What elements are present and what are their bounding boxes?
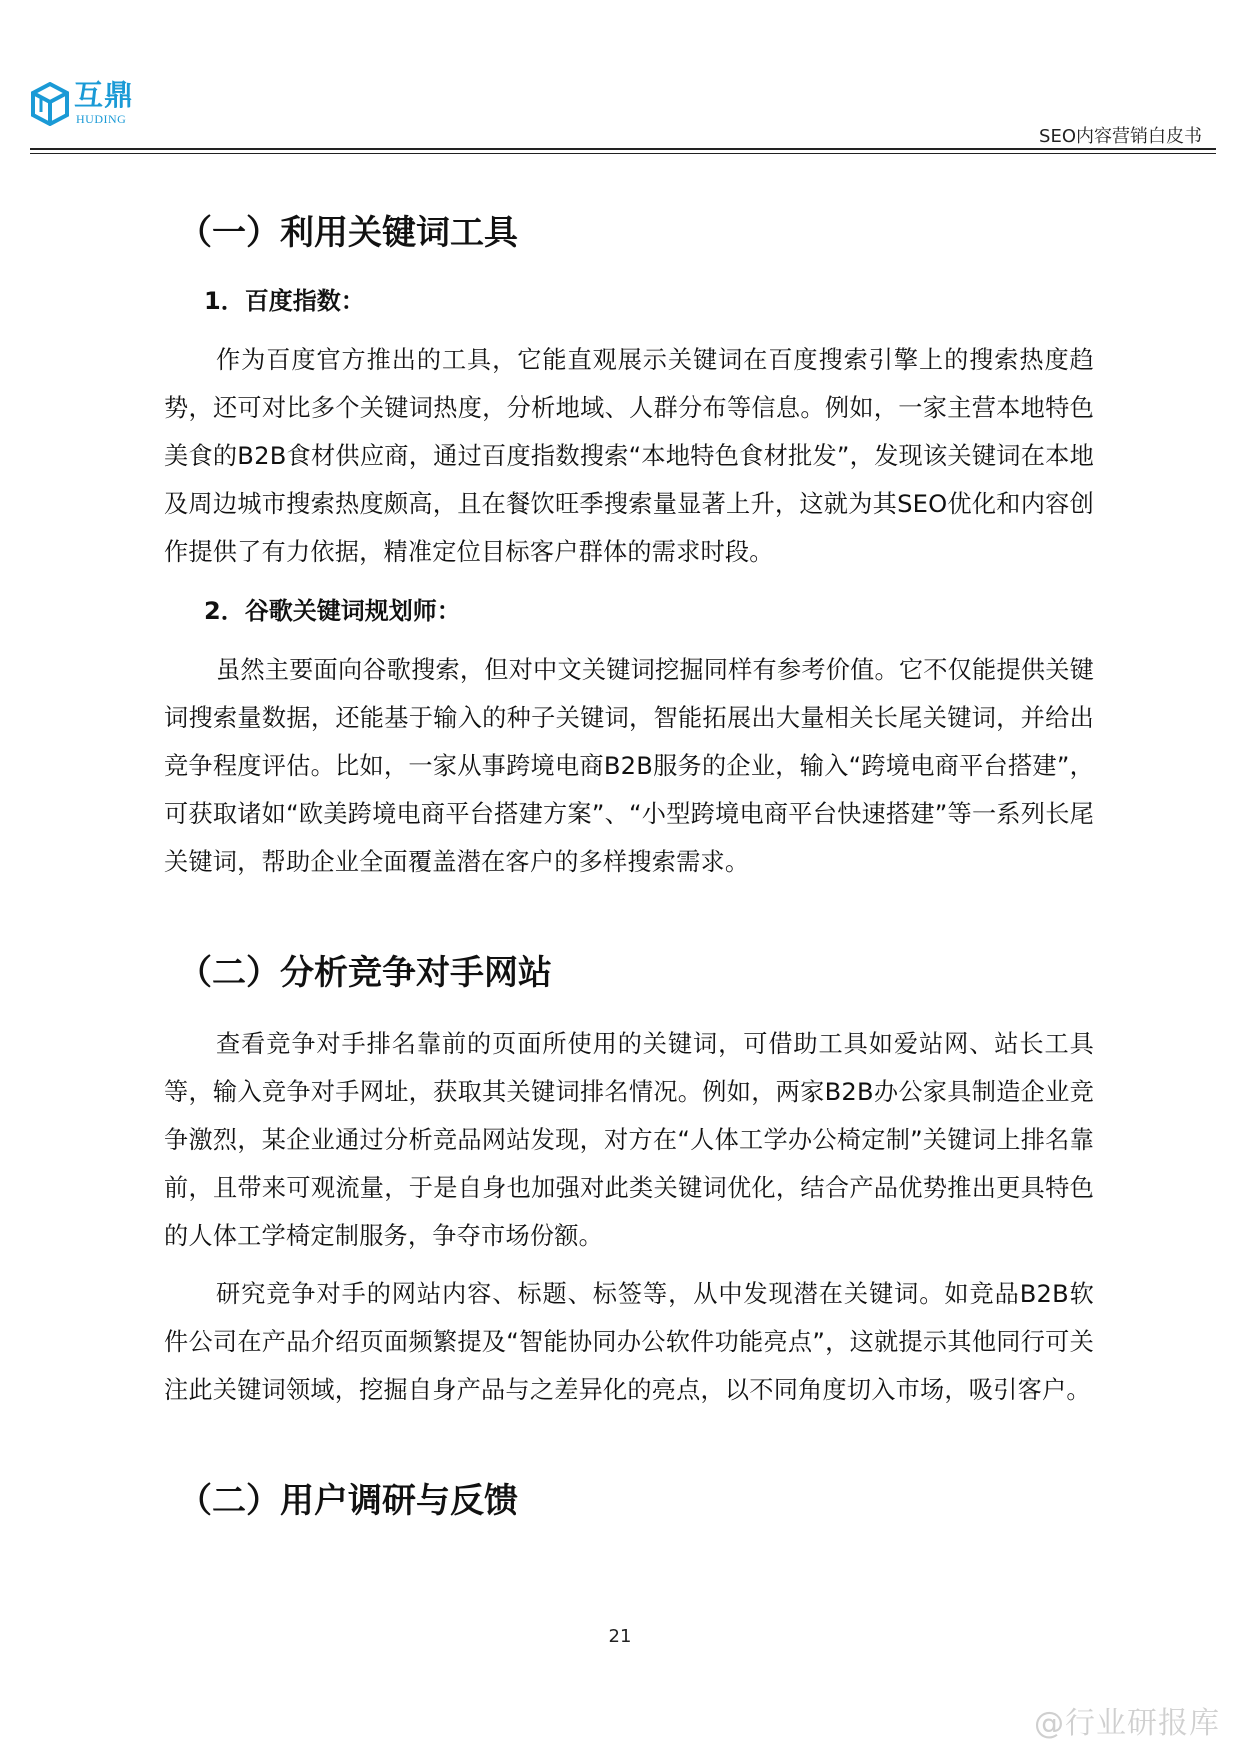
section-heading: （二）用户调研与反馈 — [178, 1481, 518, 1521]
logo-english-text: HUDING — [76, 112, 127, 126]
subsection-heading: 2．谷歌关键词规划师： — [204, 597, 461, 625]
section-heading: （一）利用关键词工具 — [178, 213, 518, 253]
document-body — [164, 210, 1094, 1524]
paragraph: 查看竞争对手排名靠前的页面所使用的关键词，可借助工具如爱站网、站长工具等，输入竞争对手网址，获取其关键词排名情况。例如，两家B2B办公家具制造企业竞争激烈，某企业通过分析竞品网站发现，对方在“人体工学办公椅定制”关键词上排名靠前，且带来可观流量，于是自身也加强对此类关键词优化，结合产品优势推出更具特色的人体工学椅定制服务，争夺市场份额。 — [164, 1030, 1094, 1250]
document-title: SEO内容营销白皮书 — [1039, 126, 1202, 147]
logo-chinese-text: 互鼎 — [74, 78, 135, 112]
header-divider-thin — [30, 153, 1216, 154]
logo — [30, 78, 180, 138]
header-divider-thick — [30, 148, 1216, 150]
logo-cube-icon — [30, 82, 70, 126]
paragraph: 作为百度官方推出的工具，它能直观展示关键词在百度搜索引擎上的搜索热度趋势，还可对比多个关键词热度，分析地域、人群分布等信息。例如，一家主营本地特色美食的B2B食材供应商，通过百度指数搜索“本地特色食材批发”，发现该关键词在本地及周边城市搜索热度颇高，且在餐饮旺季搜索量显著上升，这就为其SEO优化和内容创作提供了有力依据，精准定位目标客户群体的需求时段。 — [164, 346, 1094, 566]
section-heading: （二）分析竞争对手网站 — [178, 953, 552, 993]
paragraph: 研究竞争对手的网站内容、标题、标签等，从中发现潜在关键词。如竞品B2B软件公司在产品介绍页面频繁提及“智能协同办公软件功能亮点”，这就提示其他同行可关注此关键词领域，挖掘自身产品与之差异化的亮点，以不同角度切入市场，吸引客户。 — [164, 1280, 1094, 1404]
paragraph: 虽然主要面向谷歌搜索，但对中文关键词挖掘同样有参考价值。它不仅能提供关键词搜索量数据，还能基于输入的种子关键词，智能拓展出大量相关长尾关键词，并给出竞争程度评估。比如，一家从事跨境电商B2B服务的企业，输入“跨境电商平台搭建”，可获取诸如“欧美跨境电商平台搭建方案”、“小型跨境电商平台快速搭建”等一系列长尾关键词，帮助企业全面覆盖潜在客户的多样搜索需求。 — [164, 656, 1094, 876]
watermark: @行业研报库 — [1034, 1706, 1220, 1741]
page-header — [30, 78, 1216, 148]
subsection-heading: 1．百度指数： — [204, 287, 365, 315]
page-number: 21 — [608, 1626, 632, 1647]
